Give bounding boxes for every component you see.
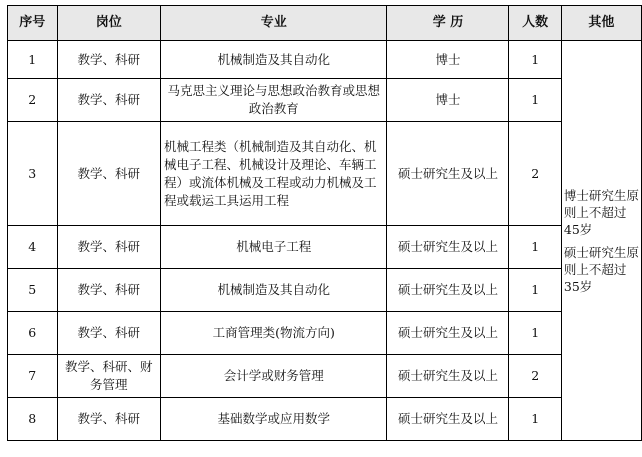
cell-major: 机械电子工程: [161, 226, 387, 269]
cell-major: 马克思主义理论与思想政治教育或思想政治教育: [161, 79, 387, 122]
recruitment-table-wrapper: [7, 5, 642, 441]
cell-count: 1: [509, 312, 561, 355]
table-row: [8, 41, 642, 79]
cell-post: 教学、科研: [57, 398, 160, 441]
header-education: 学 历: [387, 6, 509, 41]
cell-seq: 1: [8, 41, 58, 79]
cell-count: 1: [509, 41, 561, 79]
cell-post: 教学、科研: [57, 41, 160, 79]
header-row: [8, 6, 642, 41]
cell-count: 1: [509, 269, 561, 312]
table-row: [8, 122, 642, 226]
cell-post: 教学、科研: [57, 122, 160, 226]
cell-education: 硕士研究生及以上: [387, 226, 509, 269]
cell-seq: 6: [8, 312, 58, 355]
cell-post: 教学、科研: [57, 79, 160, 122]
cell-count: 1: [509, 398, 561, 441]
header-count: 人数: [509, 6, 561, 41]
cell-education: 硕士研究生及以上: [387, 269, 509, 312]
cell-other: [561, 41, 641, 441]
cell-major: 机械制造及其自动化: [161, 41, 387, 79]
cell-major: 会计学或财务管理: [161, 355, 387, 398]
cell-post: 教学、科研、财务管理: [57, 355, 160, 398]
cell-major: 机械制造及其自动化: [161, 269, 387, 312]
cell-seq: 4: [8, 226, 58, 269]
table-row: [8, 312, 642, 355]
header-post: 岗位: [57, 6, 160, 41]
cell-post: 教学、科研: [57, 226, 160, 269]
cell-education: 博士: [387, 79, 509, 122]
header-other: 其他: [561, 6, 641, 41]
cell-education: 博士: [387, 41, 509, 79]
header-major: 专业: [161, 6, 387, 41]
master-age-note: 硕士研究生原则上不超过35岁: [563, 244, 639, 294]
cell-seq: 2: [8, 79, 58, 122]
table-row: [8, 355, 642, 398]
table-row: [8, 269, 642, 312]
table-row: [8, 79, 642, 122]
cell-education: 硕士研究生及以上: [387, 355, 509, 398]
cell-major: 基础数学或应用数学: [161, 398, 387, 441]
cell-major: 机械工程类（机械制造及其自动化、机械电子工程、机械设计及理论、车辆工程）或流体机械及工程或动力机械及工程或载运工具运用工程: [161, 122, 387, 226]
cell-post: 教学、科研: [57, 312, 160, 355]
cell-count: 2: [509, 355, 561, 398]
cell-education: 硕士研究生及以上: [387, 312, 509, 355]
cell-seq: 7: [8, 355, 58, 398]
cell-major: 工商管理类(物流方向): [161, 312, 387, 355]
header-seq: 序号: [8, 6, 58, 41]
cell-education: 硕士研究生及以上: [387, 122, 509, 226]
cell-count: 1: [509, 79, 561, 122]
doctor-age-note: 博士研究生原则上不超过45岁: [563, 187, 639, 237]
cell-education: 硕士研究生及以上: [387, 398, 509, 441]
cell-seq: 3: [8, 122, 58, 226]
recruitment-table: [7, 5, 642, 441]
cell-count: 2: [509, 122, 561, 226]
cell-seq: 8: [8, 398, 58, 441]
table-row: [8, 226, 642, 269]
table-row: [8, 398, 642, 441]
cell-post: 教学、科研: [57, 269, 160, 312]
cell-seq: 5: [8, 269, 58, 312]
cell-count: 1: [509, 226, 561, 269]
